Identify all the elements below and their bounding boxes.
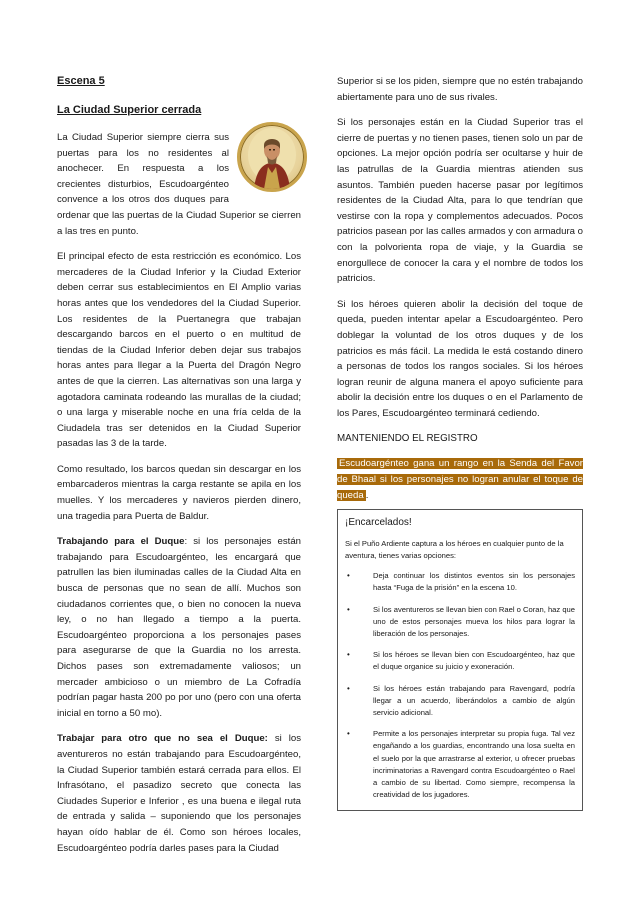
registry-note: [337, 456, 583, 503]
text-working-for-duke: : si los personajes están trabajando para Escudoargénteo, les encargará que patrullen las bien iluminadas calles de la Ciudad Alta en busca de personas que no sean de allí. Muchos son ciudadanos corrientes que, o bien no conocen la nueva ley, o no han llegado a tiempo a la puerta. Escudoargénteo proporciona a los personajes pases para asegurarse de que la Guardia no los arresta. Dichos pases son extremadamente valiosos; un mercader ambicioso o un miembro de La Cofradía podrían pagar hasta 200 po por uno (pero con una oferta inicial en torno a 50 mo).: [57, 536, 301, 719]
paragraph-working-for-duke: [57, 534, 301, 721]
box-title: ¡Encarcelados!: [345, 517, 412, 529]
duke-portrait-icon: [240, 125, 304, 189]
list-item: [345, 728, 575, 801]
sidebar-box-imprisoned: [337, 509, 583, 810]
bullet-icon: •: [347, 604, 350, 614]
bullet-icon: •: [347, 683, 350, 693]
list-item-text: Si los aventureros se llevan bien con Rael o Coran, haz que uno de estos personajes mueva los hilos para lograr la liberación de los personajes.: [373, 604, 575, 639]
list-item: [345, 570, 575, 594]
text-working-for-other: si los aventureros no están trabajando para Escudoargénteo, la Ciudad Superior también estará cerrada para ellos. El Infrasótano, el pasadizo secreto que conecta las Ciudades Superior e Inferior , es una buena e ilegal ruta de entrada y salida – suponiendo que los personajes hayan oído hablar de él. Como son héroes locales, Escudoargénteo podría darles pases para la Ciudad: [57, 733, 301, 854]
list-item: [345, 604, 575, 641]
registry-highlight-end: .: [365, 489, 369, 501]
list-item: [345, 683, 575, 720]
list-item-text: Deja continuar los distintos eventos sin los personajes hasta “Fuga de la prisión” en la escena 10.: [373, 571, 575, 593]
registry-highlight: Escudoargénteo gana un rango en la Senda del Favor de Bhaal si los personajes no logran anular el toque de queda: [337, 458, 583, 501]
paragraph-intro: La Ciudad Superior siempre cierra sus puertas para los no residentes al anochecer. En respuesta a los crecientes disturbios, Escudoargénteo convence a los otros dos duques para ordenar que las puertas de la Ciudad Superior se cierren a las tres en punto.: [57, 132, 301, 237]
paragraph-working-for-other: [57, 731, 301, 856]
list-item-text: Permite a los personajes interpretar su propia fuga. Tal vez engañando a los guardias, encontrando una losa suelta en el suelo por la que arrastrarse al exterior, u ofrecer pruebas incriminatorias a Ravengard contra Escudoargénteo o Rael a cambio de su libertad. Como siempre, recompensa la creatividad de los jugadores.: [373, 729, 575, 800]
paragraph-abolish-curfew: Si los héroes quieren abolir la decisión del toque de queda, pueden intentar apelar a Escudoargénteo. Pero doblegar la voluntad de los otros duques y de los patricios es más fácil. La medida le está costando dinero a personas de todos los rangos sociales. Si los héroes logran reunir de alguna manera el apoyo suficiente para abolir la decisión entre los duques o en el Parlamento de los Pares, Escudoargénteo terminará cediendo.: [337, 298, 583, 419]
portrait-medallion: [237, 122, 307, 192]
paragraph-economic-effect: El principal efecto de esta restricción es económico. Los mercaderes de la Ciudad Inferior y la Ciudad Exterior deben cerrar sus establecimientos en El Amplio varias horas antes que los vendedores del la Ciudad Superior. Los residentes de la Puertanegra que trabajan descargando barcos en el puerto o en multitud de tiendas de la Ciudad Inferior deben dejar sus trabajos horas antes para llegar a la Puerta del Dragón Negro antes de que la cierren. Las alternativas son una larga y agotadora caminata rodeando las murallas de la ciudad; o una larga y miserable noche en una fría celda de la Ciudadela tras ser detenidos en la Ciudad Superior pasadas las 3 de la tarde.: [57, 251, 301, 450]
paragraph-result: Como resultado, los barcos quedan sin descargar en los embarcaderos mientras la carga restante se apila en los muelles. Y los mercaderes y navieros pierden dinero, una tragedia para Puerta de Baldur.: [57, 463, 301, 522]
options-list: [345, 570, 575, 801]
section-title: La Ciudad Superior cerrada: [57, 104, 202, 116]
lead-working-for-duke: Trabajando para el Duque: [57, 536, 185, 548]
scene-heading: Escena 5: [57, 75, 105, 87]
registry-heading: MANTENIENDO EL REGISTRO: [337, 433, 478, 445]
list-item-text: Si los héroes están trabajando para Ravengard, podría llegar a un acuerdo, liberándolos a cambio de algún servicio adicional.: [373, 683, 575, 718]
bullet-icon: •: [347, 571, 350, 581]
box-intro: Si el Puño Ardiente captura a los héroes en cualquier punto de la aventura, tienes varias opciones:: [345, 539, 564, 561]
list-item: [345, 649, 575, 673]
paragraph-continuation: Superior si se los piden, siempre que no estén trabajando abiertamente para uno de sus rivales.: [337, 76, 583, 103]
right-column: [337, 74, 583, 811]
paragraph-after-closing: Si los personajes están en la Ciudad Superior tras el cierre de puertas y no tienen pases, tienen solo un par de opciones. La mejor opción podría ser ocultarse y huir de las patrullas de la Guardia mientras atienden sus asuntos. También pueden hacerse pasar por legítimos residentes de la Ciudad Alta, para lo que tendrían que vestirse con la ropa y complementos adecuados. Pocos patricios pasean por las calles armados y con armadura o con la polvorienta ropa de viaje, y la Guardia se enorgullece de conocer la cara y el nombre de todos los patricios.: [337, 117, 583, 285]
left-column: [57, 74, 301, 866]
list-item-text: Si los héroes se llevan bien con Escudoargénteo, haz que el duque organice su juicio y exoneración.: [373, 650, 575, 672]
lead-working-for-other: Trabajar para otro que no sea el Duque:: [57, 733, 268, 745]
bullet-icon: •: [347, 729, 350, 739]
bullet-icon: •: [347, 650, 350, 660]
